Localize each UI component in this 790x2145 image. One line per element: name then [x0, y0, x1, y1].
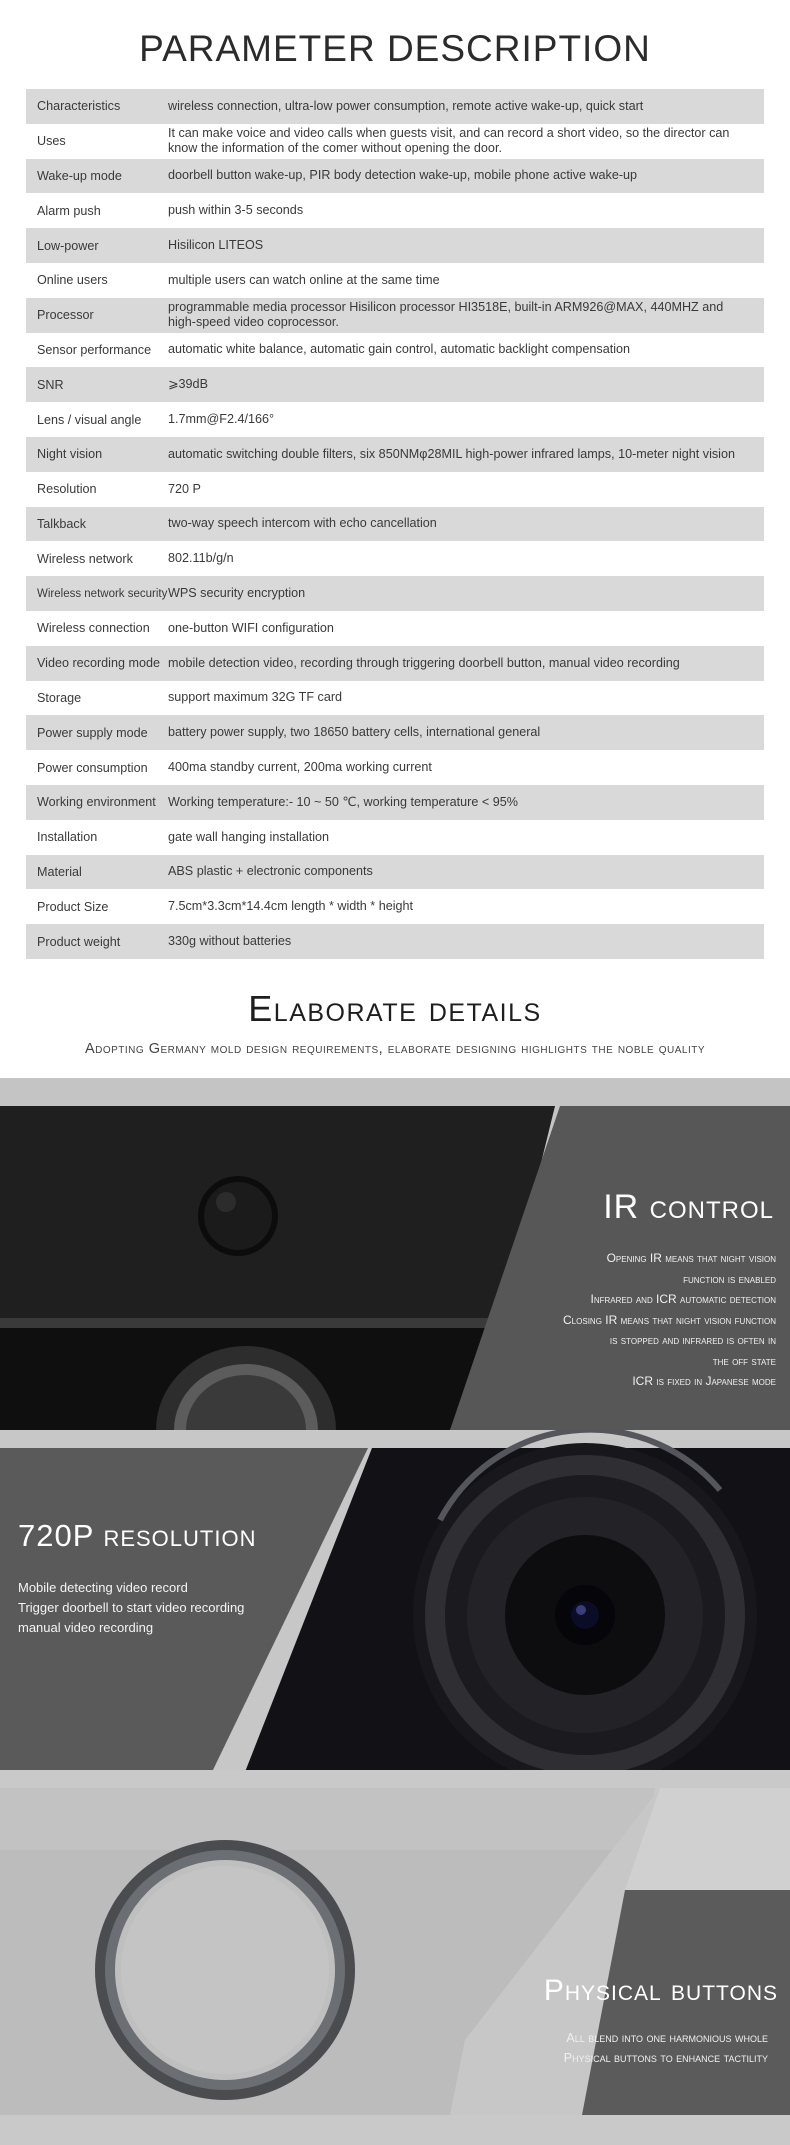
table-row: [26, 541, 764, 576]
parameter-name: Wake-up mode: [37, 168, 122, 183]
parameter-name: Characteristics: [37, 99, 121, 114]
ir-control-title: IR control: [603, 1188, 774, 1226]
parameter-name: Power consumption: [37, 760, 148, 775]
ir-control-text: Opening IR means that night vision function is enabled Infrared and ICR automatic detection Closing IR means that night vision function is stopped and infrared is often in the off state ICR is fixed in Japanese mode: [563, 1251, 776, 1388]
parameter-value: 1.7mm@F2.4/166°: [168, 412, 275, 427]
parameter-value: battery power supply, two 18650 battery cells, international general: [168, 725, 541, 740]
parameter-value: 7.5cm*3.3cm*14.4cm length * width * height: [168, 899, 414, 914]
table-row: [26, 889, 764, 924]
parameter-name: Installation: [37, 830, 98, 845]
parameter-value: doorbell button wake-up, PIR body detection wake-up, mobile phone active wake-up: [168, 168, 638, 183]
parameter-value: multiple users can watch online at the same time: [168, 272, 440, 287]
section-subtitle: Adopting Germany mold design requirements, elaborate designing highlights the noble quality: [84, 1041, 706, 1057]
parameter-name: Low-power: [37, 238, 99, 253]
table-row: [26, 298, 764, 333]
parameter-name: Video recording mode: [37, 656, 160, 671]
parameter-name: Wireless network: [37, 551, 133, 566]
parameter-name: SNR: [37, 377, 64, 392]
table-row: [26, 924, 764, 959]
section-title: Elaborate details: [248, 988, 542, 1029]
parameter-name: Working environment: [37, 795, 156, 810]
table-row: [26, 89, 764, 124]
buttons-panel-graphic: [0, 1770, 790, 2145]
table-row: [26, 855, 764, 890]
table-row: [26, 507, 764, 542]
parameter-value: automatic white balance, automatic gain control, automatic backlight compensation: [168, 342, 631, 357]
table-row: [26, 263, 764, 298]
parameter-value: It can make voice and video calls when guests visit, and can record a short video, so the director can know the information of the comer without opening the door.: [168, 126, 730, 156]
physical-buttons-text: All blend into one harmonious whole Physical buttons to enhance tactility: [563, 2031, 768, 2065]
parameter-name: Talkback: [37, 516, 86, 531]
table-row: [26, 159, 764, 194]
parameter-value: 330g without batteries: [168, 934, 292, 949]
parameter-value: push within 3-5 seconds: [168, 203, 304, 218]
parameter-name: Alarm push: [37, 203, 101, 218]
parameter-name: Storage: [37, 690, 82, 705]
parameter-value: ABS plastic + electronic components: [168, 864, 373, 879]
table-row: [26, 611, 764, 646]
parameter-value: programmable media processor Hisilicon processor HI3518E, built-in ARM926@MAX, 440MHZ and high-speed video coprocessor.: [168, 300, 724, 330]
parameter-name: Uses: [37, 134, 66, 149]
parameter-value: mobile detection video, recording through triggering doorbell button, manual video recording: [168, 655, 680, 670]
parameter-name: Product weight: [37, 934, 121, 949]
parameter-value: 802.11b/g/n: [168, 551, 234, 566]
physical-buttons-title: Physical buttons: [543, 1974, 778, 2007]
parameter-name: Material: [37, 864, 82, 879]
table-row: [26, 367, 764, 402]
table-row: [26, 124, 764, 159]
resolution-text: Mobile detecting video record Trigger doorbell to start video recording manual video recording: [18, 1580, 245, 1635]
parameter-value: one-button WIFI configuration: [168, 620, 334, 635]
parameter-name: Sensor performance: [37, 342, 152, 357]
parameter-value: wireless connection, ultra-low power consumption, remote active wake-up, quick start: [168, 98, 644, 113]
table-row: [26, 785, 764, 820]
table-row: [26, 750, 764, 785]
parameter-name: Power supply mode: [37, 725, 148, 740]
parameter-value: automatic switching double filters, six 850NMφ28MIL high-power infrared lamps, 10-meter night vision: [168, 446, 735, 461]
parameter-value: WPS security encryption: [168, 586, 306, 601]
table-row: [26, 402, 764, 437]
parameter-name: Resolution: [37, 482, 97, 497]
table-row: [26, 437, 764, 472]
parameter-value: Hisilicon LITEOS: [168, 238, 264, 253]
parameter-name: Wireless network security: [37, 587, 168, 600]
parameter-value: support maximum 32G TF card: [168, 690, 343, 705]
table-row: [26, 472, 764, 507]
parameter-table: [26, 89, 764, 959]
resolution-title: 720P resolution: [18, 1518, 257, 1553]
table-row: [26, 820, 764, 855]
parameter-value: 400ma standby current, 200ma working current: [168, 760, 432, 775]
page-title: PARAMETER DESCRIPTION: [139, 28, 651, 69]
parameter-value: Working temperature:- 10 ~ 50 ℃, working temperature < 95%: [168, 794, 518, 809]
parameter-value: gate wall hanging installation: [168, 829, 330, 844]
physical-buttons-panel: [0, 1770, 790, 2145]
parameter-name: Wireless connection: [37, 621, 150, 636]
table-row: [26, 715, 764, 750]
table-row: [26, 228, 764, 263]
parameter-name: Product Size: [37, 899, 109, 914]
parameter-value: two-way speech intercom with echo cancellation: [168, 516, 437, 531]
table-row: [26, 576, 764, 611]
parameter-name: Night vision: [37, 447, 103, 462]
parameter-value: 720 P: [168, 481, 201, 496]
table-row: [26, 646, 764, 681]
table-row: [26, 333, 764, 368]
parameter-name: Online users: [37, 273, 108, 288]
table-row: [26, 193, 764, 228]
parameter-name: Processor: [37, 308, 94, 323]
parameter-name: Lens / visual angle: [37, 412, 142, 427]
parameter-value: ⩾39dB: [168, 377, 208, 392]
table-row: [26, 681, 764, 716]
